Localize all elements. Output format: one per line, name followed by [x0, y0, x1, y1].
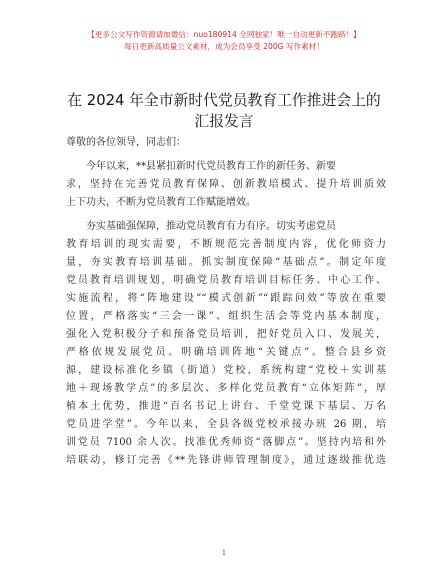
body-line: 位置，严格落实“三会一课”、组织生活会等党内基本制度， [66, 311, 386, 322]
body-line: 源，建设标准化乡镇（街道）党校，系统构建“党校＋实训基 [66, 365, 386, 376]
promo-banner-line-2: 每日更新高质量公文素材，成为会员享受 200G 写作素材！ [124, 42, 324, 51]
page-number: 1 [221, 549, 227, 557]
body-line: 上下功夫，不断为党员教育工作赋能增效。 [66, 197, 256, 208]
salutation: 尊敬的各位领导，同志们： [66, 137, 186, 148]
body-line: 训党员 7100 余人次。找准优秀师资“落脚点”。坚持内培和外 [66, 437, 386, 448]
body-line: 培联动，修订完善《**先锋讲师管理制度》，通过逐级推优选 [66, 455, 386, 466]
body-line: 强化入党积极分子和预备党员培训，把好党员入口、发展关， [66, 329, 386, 340]
body-line: 教育培训的现实需要，不断规范完善制度内容，优化师资力 [66, 239, 386, 250]
promo-banner-line-1: 【更多公文写作资源请加微信：nuo180914 全网独家！唯一自动更新不跑路！】 [87, 30, 361, 39]
body-line: 夯实基础强保障，推动党员教育有力有序。切实考虑党员 [86, 221, 336, 232]
body-line: 地＋现场教学点”的多层次、多样化党员教育“立体矩阵”，厚 [66, 383, 386, 394]
body-line: 量，夯实教育培训基础。抓实制度保障“基础点”。制定年度 [66, 257, 386, 268]
body-line: 求，坚持在完善党员教育保障、创新教培模式、提升培训质效 [66, 179, 386, 190]
body-line: 党员进学堂”。今年以来，全县各级党校承接办班 26 期，培 [66, 419, 386, 430]
body-line: 严格依规发展党员。明确培训阵地“关键点”。整合县乡资 [66, 347, 386, 358]
body-line: 党员教育培训规划，明确党员教育培训目标任务、中心工作、 [66, 275, 386, 286]
body-line: 今年以来，**县紧扣新时代党员教育工作的新任务、新要 [86, 161, 336, 172]
body-line: 实施流程，将“阵地建设”“模式创新”“跟踪问效”等放在重要 [66, 293, 386, 304]
body-line: 植本土优势，推进“百名书记上讲台、千堂党课下基层、万名 [66, 401, 386, 412]
document-title-line-2: 汇报发言 [194, 113, 254, 130]
document-title-line-1: 在 2024 年全市新时代党员教育工作推进会上的 [67, 92, 381, 109]
